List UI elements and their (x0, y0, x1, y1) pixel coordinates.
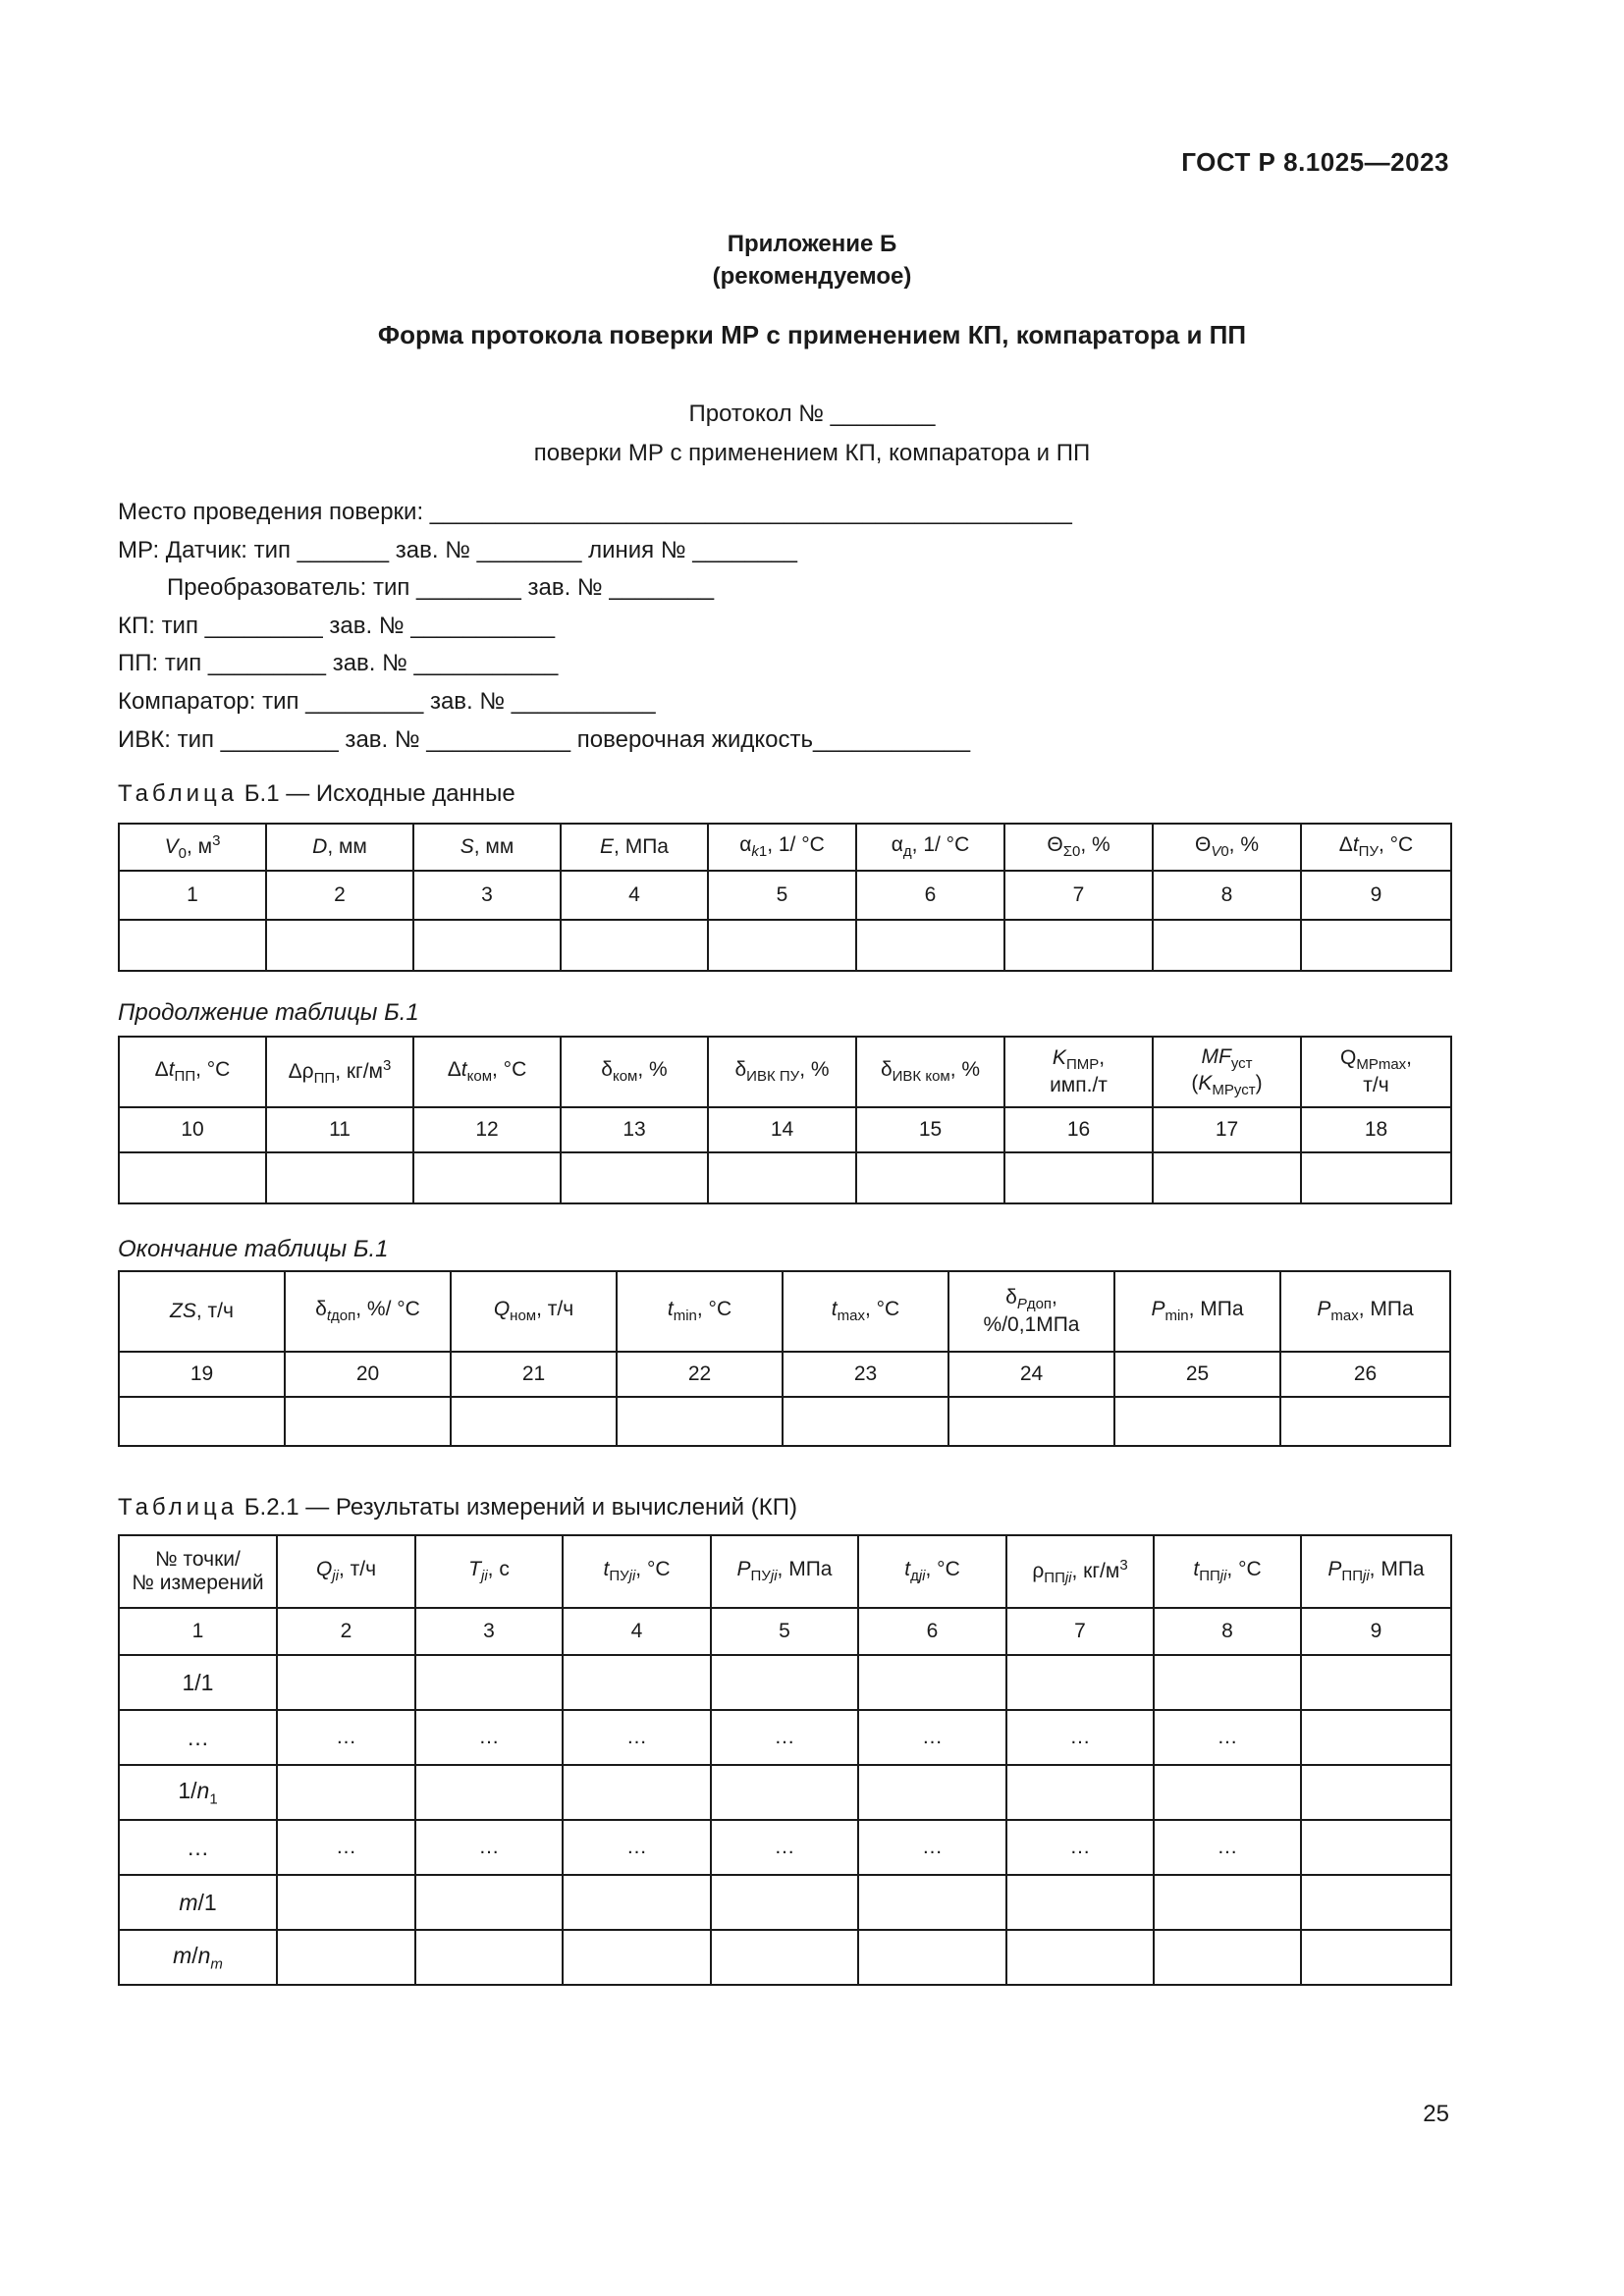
table-row (119, 1875, 1451, 1930)
table-b1-end-caption: Окончание таблицы Б.1 (118, 1236, 389, 1262)
protocol-number-line: Протокол № ________ (688, 400, 936, 427)
table-cell: … (1006, 1710, 1154, 1765)
column-number-row (119, 1352, 1450, 1397)
table-cell (266, 1152, 413, 1203)
table-row (119, 1397, 1450, 1446)
column-number-cell: 9 (1301, 1608, 1451, 1655)
table-cell (277, 1765, 415, 1820)
table-cell (415, 1930, 563, 1985)
table-cell (119, 920, 266, 971)
table-cell (561, 920, 708, 971)
column-number-cell: 7 (1004, 871, 1153, 920)
table-row (119, 1930, 1451, 1985)
table-cell: … (563, 1820, 711, 1875)
header-cell: $T_{ji}$, с (415, 1535, 563, 1608)
table-cell (563, 1765, 711, 1820)
protocol-description: поверки МР с применением КП, компаратора и ПП (533, 440, 1091, 466)
header-cell: $t_{max}$, °C (783, 1271, 948, 1352)
info-sensor: МР: Датчик: тип _______ зав. № ________ линия № ________ (118, 536, 798, 563)
column-number-cell: 15 (856, 1107, 1004, 1152)
table-cell (1154, 1655, 1301, 1710)
header-cell: $\delta_{ИВК ПУ}$, % (708, 1037, 856, 1107)
table-cell: … (1006, 1820, 1154, 1875)
column-number-cell: 3 (413, 871, 561, 920)
header-cell: $\Theta_{V0}$, % (1153, 824, 1301, 871)
column-number-cell: 8 (1153, 871, 1301, 920)
header-cell: $Q_{ji}$, т/ч (277, 1535, 415, 1608)
info-comparator: Компаратор: тип _________ зав. № ___________ (118, 687, 656, 715)
table-cell (617, 1397, 783, 1446)
table-cell (1301, 1930, 1451, 1985)
table-b1-caption-text: Б.1 — Исходные данные (238, 780, 515, 807)
column-number-cell: 25 (1114, 1352, 1280, 1397)
column-number-cell: 14 (708, 1107, 856, 1152)
column-number-cell: 10 (119, 1107, 266, 1152)
table-cell (1006, 1930, 1154, 1985)
table-b1-cont-caption: Продолжение таблицы Б.1 (118, 999, 419, 1026)
table-cell: $1/n_1$ (119, 1765, 277, 1820)
table-b1-caption (118, 780, 515, 808)
table-cell (415, 1765, 563, 1820)
table-cell (1301, 1765, 1451, 1820)
table-cell: … (277, 1820, 415, 1875)
table-cell (1153, 1152, 1301, 1203)
column-number-cell: 18 (1301, 1107, 1451, 1152)
column-number-cell: 6 (856, 871, 1004, 920)
column-number-cell: 23 (783, 1352, 948, 1397)
header-cell: $\Theta_{\Sigma 0}$, % (1004, 824, 1153, 871)
table-cell: … (563, 1710, 711, 1765)
appendix-subtitle: (рекомендуемое) (712, 263, 912, 290)
table-cell (1006, 1655, 1154, 1710)
header-cell: $P_{ППji}$, МПа (1301, 1535, 1451, 1608)
table-cell (1154, 1875, 1301, 1930)
table-cell (1301, 1875, 1451, 1930)
table-row (119, 1710, 1451, 1765)
table-row (119, 1655, 1451, 1710)
table-b21-caption-text: Б.2.1 — Результаты измерений и вычислений (КП) (238, 1494, 797, 1521)
table-cell (711, 1930, 858, 1985)
table-cell (561, 1152, 708, 1203)
column-number-cell: 5 (708, 871, 856, 920)
column-number-cell: 5 (711, 1608, 858, 1655)
header-cell: $t_{ППji}$, °C (1154, 1535, 1301, 1608)
table-b1-cont (118, 1036, 1452, 1204)
header-cell: E, МПа (561, 824, 708, 871)
column-number-cell: 17 (1153, 1107, 1301, 1152)
table-cell: … (1154, 1820, 1301, 1875)
table-cell (266, 920, 413, 971)
header-cell: $\Delta t_{ком}$, °C (413, 1037, 561, 1107)
table-cell (1301, 1820, 1451, 1875)
table-cell: … (711, 1820, 858, 1875)
table-cell (1114, 1397, 1280, 1446)
header-cell: ZS, т/ч (119, 1271, 285, 1352)
header-cell: $\delta_{tдоп}$, %/ °C (285, 1271, 451, 1352)
table-cell (119, 1397, 285, 1446)
table-cell (858, 1875, 1006, 1930)
table-cell (563, 1875, 711, 1930)
table-cell: … (858, 1710, 1006, 1765)
column-number-cell: 2 (277, 1608, 415, 1655)
header-cell: $Q_{МРmax}$, т/ч (1301, 1037, 1451, 1107)
header-row (119, 1037, 1451, 1107)
table-cell (856, 920, 1004, 971)
table-cell: 1/1 (119, 1655, 277, 1710)
header-cell: № точки/ № измерений (119, 1535, 277, 1608)
header-row (119, 1535, 1451, 1608)
table-cell (1301, 920, 1451, 971)
table-cell (451, 1397, 617, 1446)
column-number-cell: 19 (119, 1352, 285, 1397)
table-cell: … (119, 1820, 277, 1875)
table-b1-caption-prefix: Таблица (118, 780, 239, 807)
table-cell (1301, 1710, 1451, 1765)
column-number-cell: 21 (451, 1352, 617, 1397)
header-cell: $\delta_{ком}$, % (561, 1037, 708, 1107)
table-cell (1004, 920, 1153, 971)
table-cell (1280, 1397, 1450, 1446)
table-cell (858, 1765, 1006, 1820)
table-cell (948, 1397, 1114, 1446)
table-b21-caption (118, 1494, 797, 1522)
table-cell (277, 1930, 415, 1985)
table-b21 (118, 1534, 1452, 1986)
column-number-cell: 6 (858, 1608, 1006, 1655)
table-cell (1154, 1765, 1301, 1820)
info-block (118, 494, 1072, 759)
info-converter: Преобразователь: тип ________ зав. № ________ (167, 574, 715, 602)
table-cell (1301, 1655, 1451, 1710)
table-row (119, 1152, 1451, 1203)
header-cell: $t_{дji}$, °C (858, 1535, 1006, 1608)
column-number-cell: 4 (561, 871, 708, 920)
table-cell (119, 1152, 266, 1203)
column-number-cell: 12 (413, 1107, 561, 1152)
header-cell: D, мм (266, 824, 413, 871)
table-row (119, 1820, 1451, 1875)
header-cell: S, мм (413, 824, 561, 871)
table-cell (415, 1655, 563, 1710)
protocol-heading (0, 395, 1624, 473)
table-cell (277, 1875, 415, 1930)
table-cell (783, 1397, 948, 1446)
page-number: 25 (1423, 2101, 1449, 2127)
column-number-cell: 24 (948, 1352, 1114, 1397)
header-cell: $t_{min}$, °C (617, 1271, 783, 1352)
column-number-cell: 1 (119, 871, 266, 920)
table-cell: … (277, 1710, 415, 1765)
header-cell: $P_{max}$, МПа (1280, 1271, 1450, 1352)
table-cell (413, 920, 561, 971)
table-row (119, 1765, 1451, 1820)
standard-number: ГОСТ Р 8.1025—2023 (1181, 147, 1449, 177)
column-number-row (119, 871, 1451, 920)
column-number-cell: 1 (119, 1608, 277, 1655)
header-cell: $P_{ПУji}$, МПа (711, 1535, 858, 1608)
header-cell: $\alpha_{k1}$, 1/ °C (708, 824, 856, 871)
table-cell: … (415, 1820, 563, 1875)
column-number-cell: 3 (415, 1608, 563, 1655)
header-cell: $\delta_{ИВК ком}$, % (856, 1037, 1004, 1107)
header-row (119, 824, 1451, 871)
header-cell: $\Delta t_{ПП}$, °C (119, 1037, 266, 1107)
table-cell (708, 1152, 856, 1203)
table-cell: m/1 (119, 1875, 277, 1930)
table-cell (563, 1655, 711, 1710)
column-number-cell: 22 (617, 1352, 783, 1397)
table-cell (1154, 1930, 1301, 1985)
table-cell (1153, 920, 1301, 971)
column-number-cell: 26 (1280, 1352, 1450, 1397)
header-cell: $\Delta t_{ПУ}$, °C (1301, 824, 1451, 871)
column-number-cell: 4 (563, 1608, 711, 1655)
table-cell: … (711, 1710, 858, 1765)
table-cell: … (1154, 1710, 1301, 1765)
table-cell (415, 1875, 563, 1930)
header-cell: $t_{ПУji}$, °C (563, 1535, 711, 1608)
header-cell: $P_{min}$, МПа (1114, 1271, 1280, 1352)
table-cell (1006, 1765, 1154, 1820)
table-cell (1006, 1875, 1154, 1930)
table-cell (1004, 1152, 1153, 1203)
info-pp: ПП: тип _________ зав. № ___________ (118, 650, 559, 677)
column-number-cell: 7 (1006, 1608, 1154, 1655)
column-number-cell: 9 (1301, 871, 1451, 920)
header-cell: $K_{ПМР}$, имп./т (1004, 1037, 1153, 1107)
header-cell: $\Delta\rho_{ПП}$, $кг/м^3$ (266, 1037, 413, 1107)
table-cell (711, 1765, 858, 1820)
appendix-heading (0, 228, 1624, 293)
column-number-cell: 2 (266, 871, 413, 920)
table-cell: … (119, 1710, 277, 1765)
table-cell: … (858, 1820, 1006, 1875)
header-cell: $\rho_{ППji}$, $кг/м^3$ (1006, 1535, 1154, 1608)
header-cell: $Q_{ном}$, т/ч (451, 1271, 617, 1352)
column-number-row (119, 1608, 1451, 1655)
table-cell: … (415, 1710, 563, 1765)
table-cell (277, 1655, 415, 1710)
table-row (119, 920, 1451, 971)
table-b1-end (118, 1270, 1451, 1447)
form-title: Форма протокола поверки МР с применением КП, компаратора и ПП (377, 320, 1247, 349)
column-number-cell: 13 (561, 1107, 708, 1152)
table-cell (711, 1875, 858, 1930)
table-cell (285, 1397, 451, 1446)
column-number-cell: 16 (1004, 1107, 1153, 1152)
table-cell (858, 1655, 1006, 1710)
table-cell (856, 1152, 1004, 1203)
info-place: Место проведения поверки: _________________________________________________ (118, 499, 1072, 525)
column-number-row (119, 1107, 1451, 1152)
table-cell: $m/n_m$ (119, 1930, 277, 1985)
header-row (119, 1271, 1450, 1352)
table-cell (413, 1152, 561, 1203)
table-b21-caption-prefix: Таблица (118, 1494, 239, 1521)
header-cell: $\alpha_д$, 1/ °C (856, 824, 1004, 871)
column-number-cell: 8 (1154, 1608, 1301, 1655)
header-cell: $V_0$, $м^3$ (119, 824, 266, 871)
table-b1 (118, 823, 1452, 972)
column-number-cell: 20 (285, 1352, 451, 1397)
info-ivk: ИВК: тип _________ зав. № ___________ поверочная жидкость____________ (118, 725, 971, 753)
table-cell (711, 1655, 858, 1710)
table-cell (708, 920, 856, 971)
column-number-cell: 11 (266, 1107, 413, 1152)
table-cell (563, 1930, 711, 1985)
table-cell (858, 1930, 1006, 1985)
header-cell: $\delta_{Pдоп}$, %/0,1МПа (948, 1271, 1114, 1352)
info-kp: КП: тип _________ зав. № ___________ (118, 612, 556, 639)
appendix-title: Приложение Б (727, 231, 897, 257)
table-cell (1301, 1152, 1451, 1203)
header-cell: $MF_{уст}$ $(K_{МРуст})$ (1153, 1037, 1301, 1107)
